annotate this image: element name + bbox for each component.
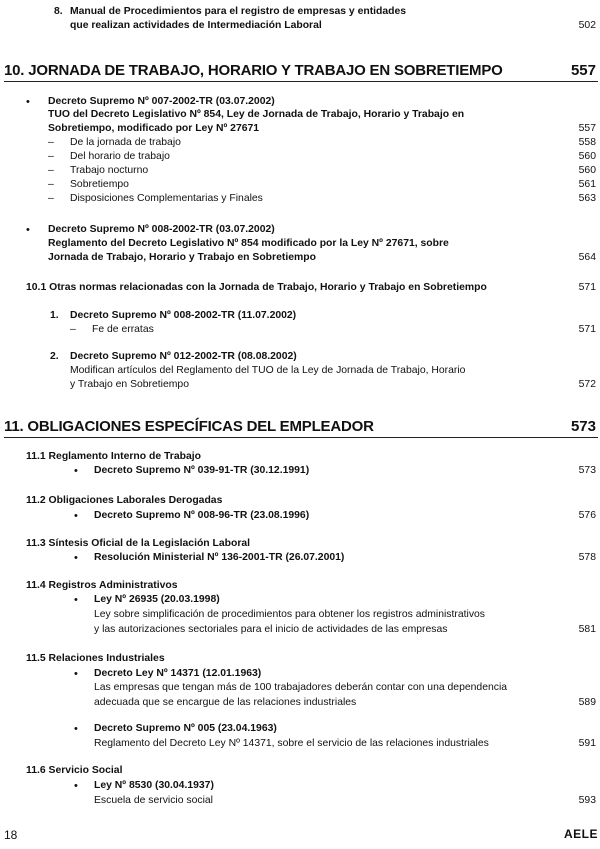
toc-entry-head: Decreto Supremo Nº 008-2002-TR (11.07.2002)	[70, 310, 297, 321]
toc-page-number: 593	[578, 795, 596, 806]
toc-subentry: Del horario de trabajo	[70, 151, 170, 162]
toc-entry-desc: Las empresas que tengan más de 100 trabajadores deberán contar con una dependencia	[94, 682, 508, 693]
toc-page-number: 581	[578, 624, 596, 635]
bullet-icon: •	[74, 723, 78, 735]
toc-page-number: 560	[578, 151, 596, 162]
toc-subentry: Disposiciones Complementarias y Finales	[70, 193, 263, 204]
toc-item-number: 8.	[54, 6, 63, 17]
subsection-title: 11.4 Registros Administrativos	[26, 580, 178, 591]
toc-page-number: 576	[578, 510, 596, 521]
toc-entry-head: Decreto Supremo Nº 012-2002-TR (08.08.2002)	[70, 351, 297, 362]
toc-subentry: Fe de erratas	[92, 324, 154, 335]
dash-icon: –	[48, 137, 54, 148]
toc-page-number: 502	[578, 20, 596, 31]
bullet-icon: •	[26, 224, 30, 236]
toc-entry-head: Ley Nº 26935 (20.03.1998)	[94, 594, 220, 605]
section-10-page: 557	[570, 62, 596, 79]
bullet-icon: •	[74, 668, 78, 680]
toc-item-title: Manual de Procedimientos para el registro de empresas y entidades	[70, 6, 407, 17]
toc-page-number: 571	[578, 282, 596, 293]
toc-entry-desc: Ley sobre simplificación de procedimientos para obtener los registros administrativos	[94, 609, 485, 620]
toc-page-number: 589	[578, 697, 596, 708]
publisher-logo: AELE	[563, 827, 598, 841]
toc-entry-head: Decreto Supremo Nº 039-91-TR (30.12.1991)	[94, 465, 310, 476]
toc-entry-head: Decreto Supremo Nº 005 (23.04.1963)	[94, 723, 277, 734]
toc-entry-desc-cont: adecuada que se encargue de las relaciones industriales	[94, 697, 357, 708]
toc-entry-desc-cont: Sobretiempo, modificado por Ley Nº 27671	[48, 123, 260, 134]
bullet-icon: •	[74, 552, 78, 564]
dash-icon: –	[48, 165, 54, 176]
toc-entry-desc-cont: y Trabajo en Sobretiempo	[70, 379, 189, 390]
toc-entry-head: Decreto Supremo Nº 008-2002-TR (03.07.2002)	[48, 224, 275, 235]
subsection-title: 11.6 Servicio Social	[26, 765, 123, 776]
toc-subentry: Sobretiempo	[70, 179, 129, 190]
toc-item-number: 2.	[50, 351, 59, 362]
toc-page-number: 578	[578, 552, 596, 563]
toc-item-number: 1.	[50, 310, 59, 321]
toc-page-number: 573	[578, 465, 596, 476]
section-divider	[4, 81, 598, 82]
toc-entry-desc: Reglamento del Decreto Ley Nº 14371, sobre el servicio de las relaciones industriales	[94, 738, 489, 749]
toc-item-title-cont: que realizan actividades de Intermediación Laboral	[70, 20, 322, 31]
section-10-title: 10. JORNADA DE TRABAJO, HORARIO Y TRABAJO EN SOBRETIEMPO	[4, 62, 503, 79]
section-11-page: 573	[570, 418, 596, 435]
section-divider	[4, 437, 598, 438]
bullet-icon: •	[74, 594, 78, 606]
bullet-icon: •	[26, 96, 30, 108]
toc-entry-head: Decreto Supremo Nº 008-96-TR (23.08.1996)	[94, 510, 310, 521]
toc-entry-desc-cont: y las autorizaciones sectoriales para el inicio de actividades de las empresas	[94, 624, 448, 635]
toc-entry-head: Decreto Ley Nº 14371 (12.01.1963)	[94, 668, 262, 679]
toc-page-number: 571	[578, 324, 596, 335]
toc-page-number: 563	[578, 193, 596, 204]
dash-icon: –	[48, 179, 54, 190]
toc-entry-desc: Escuela de servicio social	[94, 795, 213, 806]
subsection-title: 11.3 Síntesis Oficial de la Legislación Laboral	[26, 538, 251, 549]
toc-entry-desc: TUO del Decreto Legislativo Nº 854, Ley de Jornada de Trabajo, Horario y Trabajo en	[48, 109, 465, 120]
toc-page-number: 572	[578, 379, 596, 390]
toc-entry-desc: Reglamento del Decreto Legislativo Nº 854 modificado por la Ley Nº 27671, sobre	[48, 238, 449, 249]
bullet-icon: •	[74, 780, 78, 792]
toc-entry-desc: Modifican artículos del Reglamento del TUO de la Ley de Jornada de Trabajo, Horario	[70, 365, 466, 376]
toc-page-number: 558	[578, 137, 596, 148]
subsection-title: 11.2 Obligaciones Laborales Derogadas	[26, 495, 223, 506]
bullet-icon: •	[74, 510, 78, 522]
dash-icon: –	[48, 193, 54, 204]
section-11-title: 11. OBLIGACIONES ESPECÍFICAS DEL EMPLEADOR	[4, 418, 374, 435]
dash-icon: –	[48, 151, 54, 162]
subsection-title: 11.5 Relaciones Industriales	[26, 653, 165, 664]
toc-subentry: De la jornada de trabajo	[70, 137, 181, 148]
toc-entry-head: Ley Nº 8530 (30.04.1937)	[94, 780, 214, 791]
toc-page-number: 564	[578, 252, 596, 263]
toc-page-number: 561	[578, 179, 596, 190]
bullet-icon: •	[74, 465, 78, 477]
footer-page-number: 18	[4, 828, 18, 842]
subsection-title: 10.1 Otras normas relacionadas con la Jornada de Trabajo, Horario y Trabajo en Sobretiempo	[26, 282, 487, 293]
toc-entry-head: Resolución Ministerial Nº 136-2001-TR (26.07.2001)	[94, 552, 345, 563]
toc-page-number: 591	[578, 738, 596, 749]
toc-entry-desc-cont: Jornada de Trabajo, Horario y Trabajo en Sobretiempo	[48, 252, 316, 263]
toc-entry-head: Decreto Supremo Nº 007-2002-TR (03.07.2002)	[48, 96, 275, 107]
toc-page-number: 557	[578, 123, 596, 134]
toc-page-number: 560	[578, 165, 596, 176]
dash-icon: –	[70, 324, 76, 335]
subsection-title: 11.1 Reglamento Interno de Trabajo	[26, 451, 201, 462]
toc-subentry: Trabajo nocturno	[70, 165, 149, 176]
